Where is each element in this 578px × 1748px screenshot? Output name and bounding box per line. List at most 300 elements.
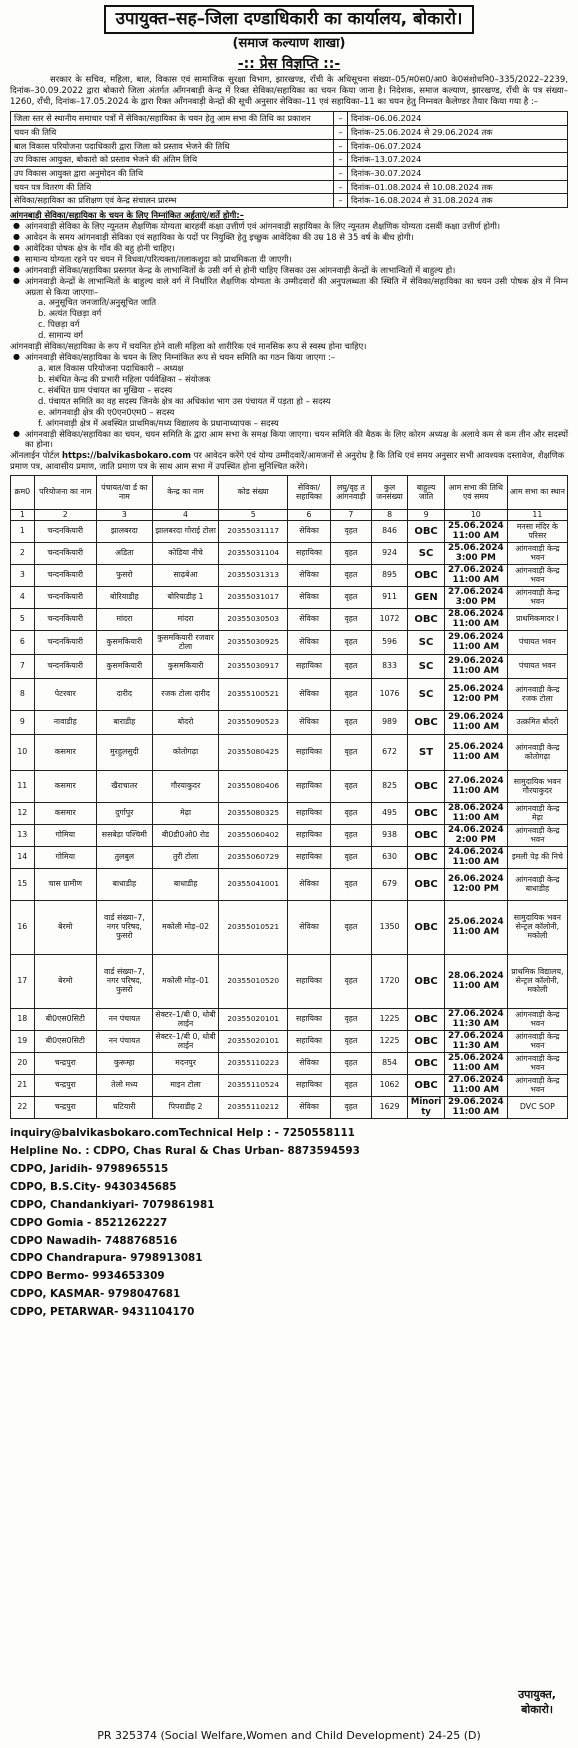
table-cell: OBC [408, 771, 445, 803]
helpline-number: Helpline No. : CDPO, Chas Rural & Chas Urban- 8873594593 [10, 1145, 360, 1158]
table-cell: OBC [408, 803, 445, 825]
column-header: आम सभा का स्थान [507, 476, 567, 510]
table-row [11, 565, 568, 587]
column-index: 3 [96, 510, 152, 521]
table-cell: प्राथमिक विद्यालय, सेन्ट्रल कॉलोनी, मकोली [507, 955, 567, 1009]
table-cell: सहायिका [288, 803, 331, 825]
schedule-row [11, 167, 568, 181]
table-cell: मुरहुलसुदी [96, 735, 152, 771]
table-cell: मनसा मंदिर के परिसर [507, 521, 567, 543]
schedule-label: उप विकास आयुक्त, बोकारो को प्रस्ताव भेजने की अंतिम तिथि [11, 153, 334, 167]
conditions-heading: आंगनबाड़ी सेविका/सहायिका के चयन के लिए निम्नांकित अर्हताएं/शर्ते होगी:– [10, 210, 244, 221]
table-cell: वार्ड संख्या–7, नगर परिषद, फुसरो [96, 955, 152, 1009]
table-cell: दुर्गापुर [96, 803, 152, 825]
signature-designation: उपायुक्त, [518, 1688, 556, 1701]
table-cell: 495 [371, 803, 408, 825]
table-cell: सेविका [288, 587, 331, 609]
table-cell: 3 [11, 565, 35, 587]
table-cell: 20355020101 [219, 1031, 288, 1053]
table-cell: सेविका [288, 711, 331, 735]
table-cell: 20355090523 [219, 711, 288, 735]
conditions-list [10, 221, 568, 297]
table-cell: वृहत [331, 565, 372, 587]
table-row [11, 521, 568, 543]
table-row [11, 711, 568, 735]
table-cell: सहायिका [288, 735, 331, 771]
condition-item: ● आंगनवाड़ी केन्द्रों के लाभान्वितों के बाहुल्य वाले वर्ग में निर्धारित शैक्षणिक योग्यता के उम्मीदवारों की अनुपलब्धता की स्थिति में सेविका/सहायिका का चयन उसी पोषक क्षेत्र में निम्न अग्रता से किया जाएगाः– [10, 276, 568, 298]
table-cell: OBC [408, 869, 445, 901]
table-cell: वृहत [331, 1009, 372, 1031]
table-cell: आंगनवाड़ी केन्द्र भवन [507, 565, 567, 587]
table-cell: ससबेड़ा पश्चिमी [96, 825, 152, 847]
table-cell: OBC [408, 1075, 445, 1097]
table-cell: 938 [371, 825, 408, 847]
table-row [11, 1075, 568, 1097]
table-cell: चन्दनकियारी [34, 655, 96, 679]
table-cell: कसमार [34, 803, 96, 825]
online-text-post: पर आवेदन करेंगे एवं योग्य उम्मीदवारें/आमजनों से अनुरोध है कि तिथि एवं समय अनुसार सभी आवश्यक दस्तावेज, शैक्षणिक प्रमाण पत्र, आवासीय प्रमाण, जाति प्रमाण पत्र के साथ आम सभा में उपस्थित होना सुनिश्चित करेंगे। [10, 450, 565, 472]
table-cell: 1225 [371, 1031, 408, 1053]
office-title: उपायुक्त–सह–जिला दण्डाधिकारी का कार्यालय, बोकारो। [104, 5, 475, 34]
table-cell: वृहत [331, 1053, 372, 1075]
table-cell: 20355030917 [219, 655, 288, 679]
column-index: 5 [219, 510, 288, 521]
priority-item: d. सामान्य वर्ग [38, 330, 84, 341]
schedule-label: चयन की तिथि [11, 126, 334, 140]
table-cell: मकोली मोड़–01 [152, 955, 219, 1009]
table-cell: वृहत [331, 655, 372, 679]
table-cell: 27.06.2024 11:00 AM [444, 1075, 507, 1097]
table-cell: आंगनवाड़ी केन्द्र भवन [507, 587, 567, 609]
table-cell: बेरमो [34, 955, 96, 1009]
schedule-separator: – [334, 167, 348, 181]
table-cell: 20355031104 [219, 543, 288, 565]
schedule-date: दिनांक–25.06.2024 से 29.06.2024 तक [347, 126, 567, 140]
table-cell: 854 [371, 1053, 408, 1075]
eligibility-conditions [10, 210, 568, 472]
table-cell: 20355030503 [219, 609, 288, 631]
table-cell: खैराचातर [96, 771, 152, 803]
table-cell: 27.06.2024 11:30 AM [444, 1009, 507, 1031]
committee-member: f. आंगनवाड़ी क्षेत्र में अवस्थित प्राथमिक/मध्य विद्यालय के प्रधानाध्यापक – सदस्य [38, 417, 279, 428]
committee-intro: ● आंगनवाड़ी सेविका/सहायिका के चयन के लिए निम्नांकित रूप से चयन समिति का गठन किया जाएगा :– [10, 352, 568, 363]
table-cell: 6 [11, 631, 35, 655]
cdpo-contact: CDPO, PETARWAR- 9431104170 [10, 1306, 195, 1319]
table-cell: चास ग्रामीण [34, 869, 96, 901]
table-cell: बी0एस0सिटी [34, 1031, 96, 1053]
table-cell: बोरियाडीह [96, 587, 152, 609]
schedule-row [11, 139, 568, 153]
table-cell: वृहत [331, 869, 372, 901]
table-cell: सेविका [288, 679, 331, 711]
column-header: क्रम0 [11, 476, 35, 510]
table-cell: तुलबुल [96, 847, 152, 869]
table-cell: 10 [11, 735, 35, 771]
table-cell: वृहत [331, 735, 372, 771]
table-cell: 672 [371, 735, 408, 771]
table-cell: गौरयाकुदर [152, 771, 219, 803]
health-condition: आंगनवाड़ी सेविका/सहायिका के रूप में चयनित होने वाली महिला को शारीरिक एवं मानसिक रूप से स्वस्थ होना चाहिए। [10, 341, 367, 352]
table-cell: OBC [408, 521, 445, 543]
cdpo-contact: CDPO Bermo- 9934653309 [10, 1270, 165, 1283]
table-cell: Minori ty [408, 1097, 445, 1119]
table-cell: 20355080325 [219, 803, 288, 825]
table-row [11, 955, 568, 1009]
schedule-separator: – [334, 180, 348, 194]
schedule-separator: – [334, 194, 348, 208]
office-subtitle: (समाज कल्याण शाखा) [232, 36, 346, 52]
table-cell: घटियारी [96, 1097, 152, 1119]
table-cell: 28.06.2024 11:00 AM [444, 955, 507, 1009]
table-cell: चन्दनकियारी [34, 587, 96, 609]
table-cell: वृहत [331, 543, 372, 565]
table-row [11, 901, 568, 955]
table-cell: OBC [408, 1053, 445, 1075]
column-header: लघु/वृह त आंगनवाड़ी [331, 476, 372, 510]
column-index: 9 [408, 510, 445, 521]
schedule-date: दिनांक–06.06.2024 [347, 112, 567, 126]
table-cell: चन्दनकियारी [34, 521, 96, 543]
table-cell: इमली पेड़ की निचे [507, 847, 567, 869]
priority-item: b. अत्यंत पिछड़ा वर्ग [38, 308, 102, 319]
schedule-row [11, 153, 568, 167]
table-cell: आंगनवाड़ी केन्द्र रजक टोला [507, 679, 567, 711]
table-cell: 27.06.2024 3:00 PM [444, 587, 507, 609]
table-cell: कुसमकियारी [96, 655, 152, 679]
schedule-row [11, 194, 568, 208]
cdpo-contact: CDPO Gomia - 8521262227 [10, 1216, 168, 1229]
table-cell: वृहत [331, 1075, 372, 1097]
table-cell: वृहत [331, 803, 372, 825]
column-index: 10 [444, 510, 507, 521]
table-cell: वृहत [331, 771, 372, 803]
priority-item: c. पिछड़ा वर्ग [38, 319, 80, 330]
table-cell: DVC SOP [507, 1097, 567, 1119]
column-index: 1 [11, 510, 35, 521]
table-cell: आंगनवाड़ी केन्द्र बाधाडीह [507, 869, 567, 901]
table-cell: वृहत [331, 847, 372, 869]
table-cell: बोरियाडीह 1 [152, 587, 219, 609]
table-cell: 1720 [371, 955, 408, 1009]
table-cell: 13 [11, 825, 35, 847]
table-cell: OBC [408, 1031, 445, 1053]
table-cell: वार्ड संख्या–7, नगर परिषद, फुसरो [96, 901, 152, 955]
column-header: कोड संख्या [219, 476, 288, 510]
table-cell: वृहत [331, 679, 372, 711]
meeting-condition: ● आंगनवाड़ी सेविका/सहायिका का चयन, चयन समिति के द्वारा आम सभा के समक्ष किया जाएगा। चयन समिति की बैठक के लिए कोरम अध्यक्ष के अलावे कम से कम तीन और सदस्यों का होना। [10, 429, 568, 451]
table-cell: 20355041001 [219, 869, 288, 901]
column-index: 4 [152, 510, 219, 521]
schedule-table [10, 111, 568, 208]
table-cell: सहायिका [288, 1009, 331, 1031]
table-cell: बाधाडीह [152, 869, 219, 901]
column-header: कुल जनसंख्या [371, 476, 408, 510]
table-cell: रजक टोला दारीद [152, 679, 219, 711]
committee-list [10, 352, 568, 363]
table-cell: 24.06.2024 2:00 PM [444, 825, 507, 847]
schedule-separator: – [334, 153, 348, 167]
table-cell: फुसरो [96, 565, 152, 587]
table-cell: 22 [11, 1097, 35, 1119]
table-cell: वृहत [331, 587, 372, 609]
table-cell: बोदरो [152, 711, 219, 735]
table-cell: नावाडीह [34, 711, 96, 735]
table-cell: 16 [11, 901, 35, 955]
committee-member: a. बाल विकास परियोजना पदाधिकारी – अध्यक्ष [38, 362, 184, 373]
table-cell: 29.06.2024 11:00 AM [444, 711, 507, 735]
cdpo-contact: CDPO, Chandankiyari- 7079861981 [10, 1198, 215, 1211]
schedule-date: दिनांक–16.08.2024 से 31.08.2024 तक [347, 194, 567, 208]
table-cell: 20355020101 [219, 1009, 288, 1031]
signature-place: बोकारो। [521, 1702, 554, 1716]
table-cell: वृहत [331, 901, 372, 955]
table-cell: चन्दनकियारी [34, 631, 96, 655]
table-cell: कोतोगढ़ा [152, 735, 219, 771]
table-cell: सेविका [288, 631, 331, 655]
table-cell: 833 [371, 655, 408, 679]
table-cell: SC [408, 655, 445, 679]
table-cell: बी0एस0सिटी [34, 1009, 96, 1031]
table-cell: सहायिका [288, 825, 331, 847]
table-cell: गोमिया [34, 847, 96, 869]
schedule-label: सेविका/सहायिका का प्रशिक्षण एवं केन्द्र संचालन प्रारम्भ [11, 194, 334, 208]
table-cell: ST [408, 735, 445, 771]
table-cell: बाराडीह [96, 711, 152, 735]
table-cell: चन्दनकियारी [34, 565, 96, 587]
schedule-row [11, 112, 568, 126]
table-cell: 29.06.2024 11:00 AM [444, 631, 507, 655]
table-cell: वृहत [331, 825, 372, 847]
press-release-heading: -:: प्रेस विज्ञप्ति ::- [237, 56, 341, 73]
table-row [11, 771, 568, 803]
table-row [11, 825, 568, 847]
table-cell: 989 [371, 711, 408, 735]
meeting-list [10, 429, 568, 451]
inquiry-email[interactable]: inquiry@balvikasbokaro.comTechnical Help : - 7250558111 [10, 1127, 355, 1140]
table-cell: उत्क्रमित बोदरो [507, 711, 567, 735]
signature-block [518, 1688, 556, 1718]
schedule-label: बाल विकास परियोजना पदाधिकारी द्वारा जिला को प्रस्ताव भेजने की तिथि [11, 139, 334, 153]
schedule-separator: – [334, 126, 348, 140]
cdpo-contact: CDPO Nawadih- 7488768516 [10, 1234, 178, 1247]
portal-link[interactable]: https://balvikasbokaro.com [61, 450, 191, 461]
table-cell: वृहत [331, 1031, 372, 1053]
table-cell: 25.06.2024 11:00 AM [444, 901, 507, 955]
table-cell: 18 [11, 1009, 35, 1031]
table-cell: SC [408, 543, 445, 565]
table-cell: 911 [371, 587, 408, 609]
column-header: बाहुल्य जाति [408, 476, 445, 510]
table-cell: सेविका [288, 609, 331, 631]
table-cell: वृहत [331, 609, 372, 631]
table-row [11, 587, 568, 609]
table-cell: वृहत [331, 521, 372, 543]
table-cell: आंगनवाड़ी केन्द्र भवन [507, 825, 567, 847]
table-cell: 1225 [371, 1009, 408, 1031]
table-row [11, 543, 568, 565]
schedule-label: चयन पत्र वितरण की तिथि [11, 180, 334, 194]
table-cell: 25.06.2024 12:00 PM [444, 679, 507, 711]
cdpo-contact: CDPO, Jaridih- 9798965515 [10, 1162, 169, 1175]
table-cell: सेविका [288, 521, 331, 543]
table-cell: तेलो मध्य [96, 1075, 152, 1097]
table-cell: 17 [11, 955, 35, 1009]
table-cell: 25.06.2024 3:00 PM [444, 543, 507, 565]
table-cell: कसमार [34, 771, 96, 803]
cdpo-contact: CDPO Chandrapura- 9798913081 [10, 1252, 203, 1265]
table-cell: कुरूम्हा [96, 1053, 152, 1075]
table-cell: बेरमो [34, 901, 96, 955]
table-cell: 630 [371, 847, 408, 869]
column-header: पंचायत/वा र्ड का नाम [96, 476, 152, 510]
table-cell: 20355110524 [219, 1075, 288, 1097]
table-cell: कुसमकियारी [96, 631, 152, 655]
table-cell: OBC [408, 955, 445, 1009]
table-cell: कुसमकियारी रजवार टोला [152, 631, 219, 655]
table-cell: वृहत [331, 711, 372, 735]
table-cell: मांदरा [96, 609, 152, 631]
column-index: 11 [507, 510, 567, 521]
table-cell: चन्द्रपुरा [34, 1053, 96, 1075]
column-index: 8 [371, 510, 408, 521]
table-cell: सेविका [288, 565, 331, 587]
table-cell: सामुदायिक भवन गौरयाकुदर [507, 771, 567, 803]
table-cell: पंचायत भवन [507, 655, 567, 679]
table-cell: तुरी टोला [152, 847, 219, 869]
table-cell: आंगनवाड़ी केन्द्र कोतोगढ़ा [507, 735, 567, 771]
table-cell: पिपराडीह 2 [152, 1097, 219, 1119]
table-cell: 1629 [371, 1097, 408, 1119]
table-cell: 20355031117 [219, 521, 288, 543]
table-cell: 24.06.2024 11:00 AM [444, 847, 507, 869]
table-cell: 27.06.2024 11:00 AM [444, 771, 507, 803]
table-cell: सेविका [288, 869, 331, 901]
table-cell: कुसमकियारी [152, 655, 219, 679]
table-cell: चन्दनकियारी [34, 543, 96, 565]
table-cell: बी0डी0ओ0 रोड [152, 825, 219, 847]
column-header: केन्द्र का नाम [152, 476, 219, 510]
cdpo-contact: CDPO, KASMAR- 9798047681 [10, 1288, 181, 1301]
table-cell: OBC [408, 825, 445, 847]
table-cell: सहायिका [288, 1031, 331, 1053]
priority-item: a. अनुसूचित जनजाति/अनुसूचित जाति [38, 297, 157, 308]
table-cell: वृहत [331, 955, 372, 1009]
committee-member: b. संबंधित केन्द्र की प्रभारी महिला पर्यवेक्षिका – संयोजक [38, 373, 211, 384]
table-cell: 11 [11, 771, 35, 803]
table-row [11, 1053, 568, 1075]
schedule-date: दिनांक–01.08.2024 से 10.08.2024 तक [347, 180, 567, 194]
table-cell: 895 [371, 565, 408, 587]
table-cell: 20355010520 [219, 955, 288, 1009]
table-cell: 25.06.2024 11:00 AM [444, 735, 507, 771]
table-cell: 29.06.2024 11:00 AM [444, 1097, 507, 1119]
table-cell: सेक्टर–1/बी 0, धोबी लाईन [152, 1031, 219, 1053]
table-cell: सहायिका [288, 955, 331, 1009]
table-cell: 1072 [371, 609, 408, 631]
table-cell: सहायिका [288, 655, 331, 679]
table-cell: सहायिका [288, 543, 331, 565]
table-cell: 8 [11, 679, 35, 711]
committee-member: e. आंगनवाड़ी क्षेत्र की ए0एन0एम0 – सदस्य [38, 406, 175, 417]
table-cell: 12 [11, 803, 35, 825]
condition-item: ● आंगनवाड़ी सेविका/सहायिका प्रस्तगत केन्द्र के लाभान्वितों के उसी वर्ग से होनी चाहिए जिसका उस आंगनवाड़ी केन्द्रों के लाभान्वितों में बाहुल्य हो। [10, 265, 568, 276]
contact-list [10, 1125, 568, 1322]
schedule-date: दिनांक–06.07.2024 [347, 139, 567, 153]
committee-member: c. संबंधित ग्राम पंचायत का मुखिया – सदस्य [38, 384, 173, 395]
table-cell: SC [408, 631, 445, 655]
column-index: 7 [331, 510, 372, 521]
table-cell: 20355080406 [219, 771, 288, 803]
table-cell: 20355060729 [219, 847, 288, 869]
table-row [11, 609, 568, 631]
table-cell: मांदरा [152, 609, 219, 631]
schedule-date: दिनांक–30.07.2024 [347, 167, 567, 181]
table-cell: मकोली मोड़–02 [152, 901, 219, 955]
table-cell: चन्द्रपुरा [34, 1075, 96, 1097]
table-cell: 28.06.2024 11:00 AM [444, 609, 507, 631]
table-cell: 28.06.2024 11:00 AM [444, 803, 507, 825]
table-cell: 9 [11, 711, 35, 735]
table-cell: 924 [371, 543, 408, 565]
table-cell: 19 [11, 1031, 35, 1053]
table-cell: प्राथमिकमादर I [507, 609, 567, 631]
condition-item: ● सामान्य योग्यता रहने पर चयन में विधवा/परित्यक्ता/तलाकशुदा को प्राथमिकता दी जाएगी। [10, 254, 568, 265]
table-cell: 846 [371, 521, 408, 543]
table-cell: साढ़बेआ [152, 565, 219, 587]
table-cell: सेविका [288, 1053, 331, 1075]
cdpo-contact: CDPO, B.S.City- 9430345685 [10, 1180, 177, 1193]
table-row [11, 655, 568, 679]
schedule-label: जिला स्तर से स्थानीय समाचार पत्रों में सेविका/सहायिका के चयन हेतु आम सभा की तिथि का प्रकाशन [11, 112, 334, 126]
table-cell: SC [408, 679, 445, 711]
table-cell: आंगनवाड़ी केन्द्र भवन [507, 543, 567, 565]
table-cell: 5 [11, 609, 35, 631]
table-cell: सामुदायिक भवन सेन्ट्रल कॉलोनी, मकोली [507, 901, 567, 955]
table-cell: सहायिका [288, 1075, 331, 1097]
table-cell: पंचायत भवन [507, 631, 567, 655]
table-cell: सहायिका [288, 771, 331, 803]
table-cell: झालबरदा गोराई टोला [152, 521, 219, 543]
table-cell: 20355030925 [219, 631, 288, 655]
table-cell: 21 [11, 1075, 35, 1097]
table-cell: 20355060402 [219, 825, 288, 847]
table-cell: 20355031017 [219, 587, 288, 609]
column-index: 6 [288, 510, 331, 521]
table-cell: 2 [11, 543, 35, 565]
table-cell: 20355110212 [219, 1097, 288, 1119]
table-cell: 825 [371, 771, 408, 803]
table-cell: 27.06.2024 11:30 AM [444, 1031, 507, 1053]
table-cell: 20355010521 [219, 901, 288, 955]
table-cell: OBC [408, 565, 445, 587]
table-cell: OBC [408, 1009, 445, 1031]
table-cell: मेढ़ा [152, 803, 219, 825]
table-cell: नन पंचायत [96, 1009, 152, 1031]
table-row [11, 1097, 568, 1119]
column-header: आम सभा की तिथि एवं समय [444, 476, 507, 510]
table-row [11, 1031, 568, 1053]
table-cell: 679 [371, 869, 408, 901]
table-cell: 20355100521 [219, 679, 288, 711]
table-cell: चन्दनकियारी [34, 609, 96, 631]
table-cell: आंगनवाड़ी केन्द्र भवन [507, 1031, 567, 1053]
table-cell: सहायिका [288, 847, 331, 869]
table-cell: माइन टोला [152, 1075, 219, 1097]
table-cell: आंगनवाड़ी केन्द्र मेढ़ा [507, 803, 567, 825]
schedule-row [11, 180, 568, 194]
table-row [11, 735, 568, 771]
table-cell: चन्द्रपुरा [34, 1097, 96, 1119]
